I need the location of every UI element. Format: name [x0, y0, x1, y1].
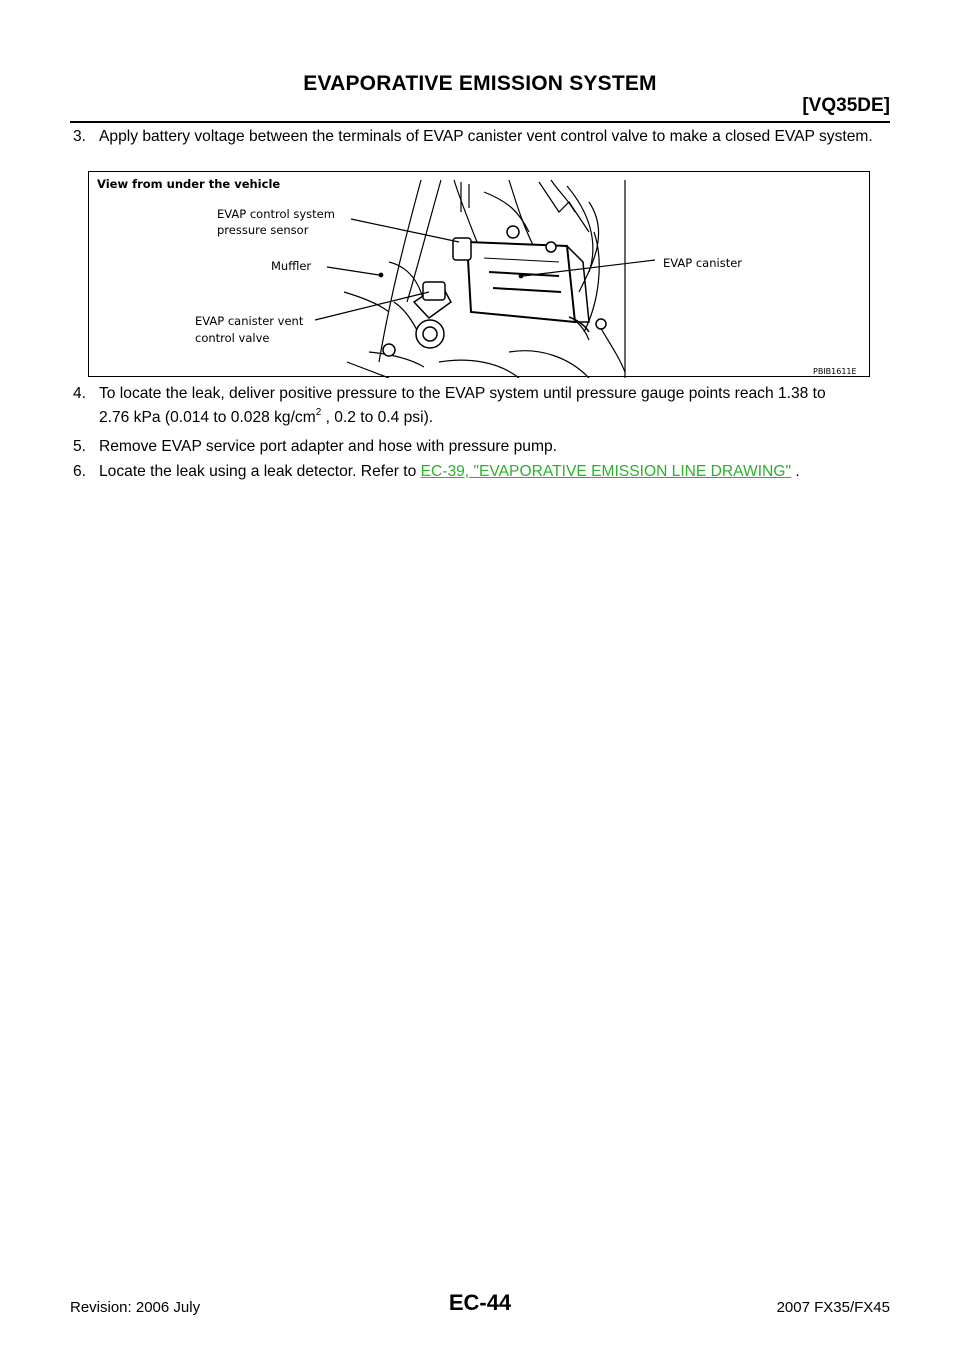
evap-location-figure	[88, 171, 870, 377]
step-number: 3.	[73, 128, 87, 145]
page-number: EC-44	[448, 1290, 512, 1315]
step-text: Apply battery voltage between the terminals of EVAP canister vent control valve to make a closed EVAP system.	[99, 128, 873, 145]
step-text-line2-start: 2.76 kPa (0.014 to 0.028 kg/cm	[99, 409, 316, 426]
step-text-line2-end: , 0.2 to 0.4 psi).	[321, 409, 434, 426]
step-3	[70, 127, 890, 147]
cross-reference-link[interactable]: EC-39, "EVAPORATIVE EMISSION LINE DRAWING"	[420, 463, 791, 480]
revision-date: Revision: 2006 July	[70, 1299, 201, 1316]
engine-code: [VQ35DE]	[802, 95, 890, 116]
step-5	[70, 437, 890, 457]
step-4	[70, 384, 890, 428]
label-muffler: Muffler	[271, 259, 312, 273]
section-title: EVAPORATIVE EMISSION SYSTEM	[303, 72, 657, 95]
step-text: Locate the leak using a leak detector. Refer to	[99, 463, 421, 480]
step-text: Remove EVAP service port adapter and hose with pressure pump.	[99, 438, 557, 455]
step-text-line1: To locate the leak, deliver positive pressure to the EVAP system until pressure gauge points reach 1.38 to	[99, 385, 826, 402]
label-pressure-sensor-line2: pressure sensor	[217, 223, 309, 237]
step-6	[70, 462, 890, 482]
label-vent-valve-line2: control valve	[195, 331, 270, 345]
step-text-end: .	[790, 463, 800, 480]
figure-id: PBIB1611E	[813, 367, 857, 376]
label-vent-valve-line1: EVAP canister vent	[195, 314, 304, 328]
figure-caption: View from under the vehicle	[97, 177, 281, 191]
step-number: 4.	[73, 385, 87, 402]
evap-canister-shape	[467, 242, 589, 322]
evap-illustration	[89, 172, 871, 378]
superscript: 2	[315, 407, 322, 418]
label-pressure-sensor-line1: EVAP control system	[217, 207, 335, 221]
label-evap-canister: EVAP canister	[663, 256, 743, 270]
step-number: 5.	[73, 438, 87, 455]
vehicle-model: 2007 FX35/FX45	[776, 1299, 890, 1316]
step-number: 6.	[73, 463, 87, 480]
header-rule	[70, 121, 890, 123]
